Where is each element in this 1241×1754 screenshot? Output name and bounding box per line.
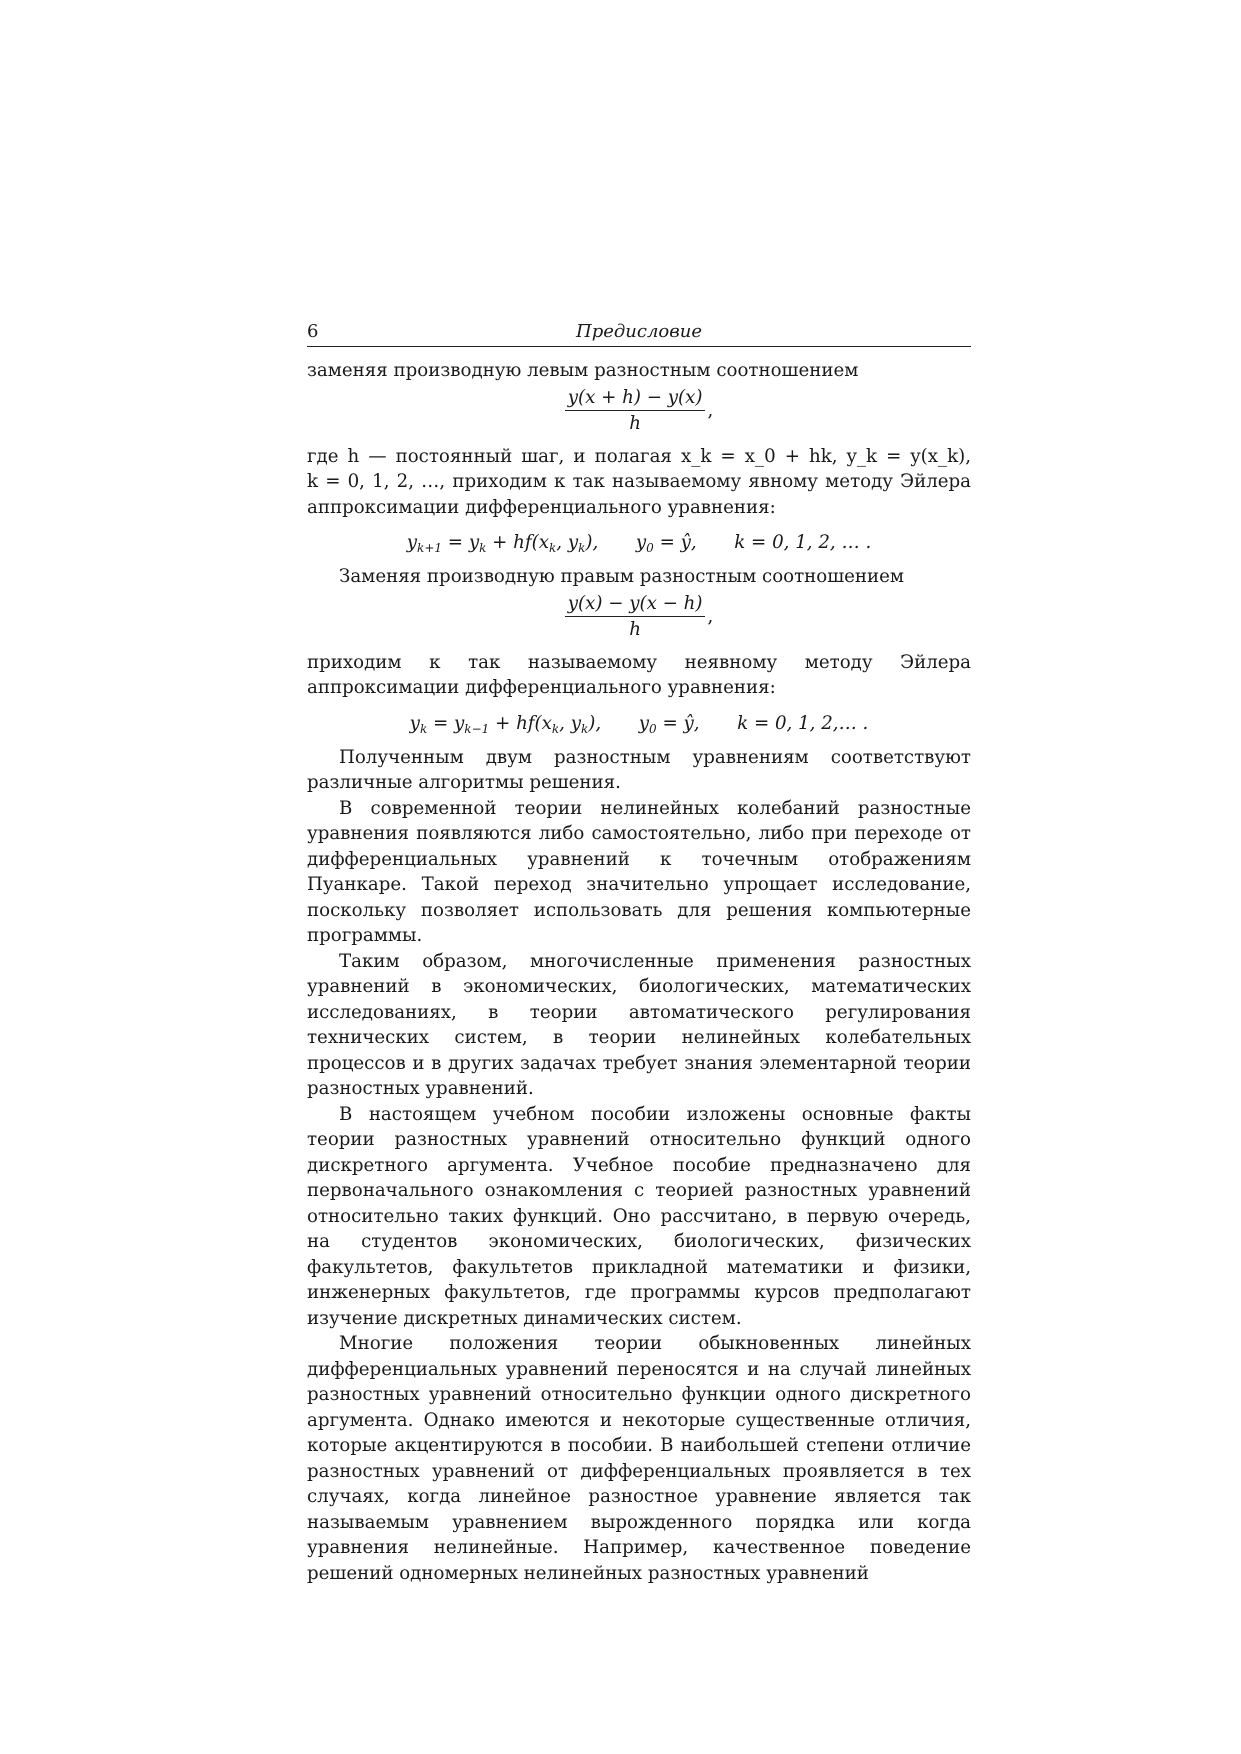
running-title: Предисловие — [576, 321, 702, 342]
fraction-denominator: h — [629, 618, 641, 640]
paragraph-4: приходим к так называемому неявному методу Эйлера аппроксимации дифференциального уравнения: — [307, 651, 971, 698]
paragraph-2-line-2: k = 0, 1, 2, …, приходим к так называемому явному методу Эйлера — [307, 471, 971, 492]
paragraph-3: Заменяя производную правым разностным соотношением — [339, 566, 905, 587]
paragraph-2 — [307, 444, 971, 521]
paragraph-2-line-3: аппроксимации дифференциального уравнения: — [307, 496, 776, 518]
paragraph-5: Полученным двум разностным уравнениям соответствуют различные алгоритмы решения. — [307, 746, 971, 793]
paragraph-8: В настоящем учебном пособии изложены основные факты теории разностных уравнений относительно функций одного дискретного аргумента. Учебное пособие предназначено для первоначального ознакомления с теорией разностных уравнений относительно таких функций. Оно рассчитано, в первую очередь, на студентов экономических, биологических, физических факультетов, факультетов прикладной математики и физики, инженерных факультетов, где программы курсов предполагают изучение дискретных динамических систем. — [307, 1103, 971, 1329]
paragraph-7: Таким образом, многочисленные применения разностных уравнений в экономических, биологических, математических исследованиях, в теории автоматического регулирования технических систем, в теории нелинейных колебательных процессов и в других задачах требует знания элементарной теории разностных уравнений. — [307, 950, 971, 1099]
paragraph-1: заменяя производную левым разностным соотношением — [307, 360, 859, 381]
paragraph-9: Многие положения теории обыкновенных линейных дифференциальных уравнений переносятся и на случай линейных разностных уравнений относительно функции одного дискретного аргумента. Однако имеются и некоторые существенные отличия, которые акцентируются в пособии. В наибольшей степени отличие разностных уравнений от дифференциальных проявляется в тех случаях, когда линейное разностное уравнение является так называемым уравнением вырожденного порядка или когда уравнения нелинейные. Например, качественное поведение решений одномерных нелинейных разностных уравнений — [307, 1333, 971, 1584]
fraction-numerator: y(x) − y(x − h) — [565, 592, 706, 617]
implicit-euler-equation: $y_k = y_{k-1} + hf(x_k$, $y_k$), $y_0$ = ŷ, k = 0, 1, 2,… . — [409, 712, 869, 736]
page-number: 6 — [307, 321, 319, 342]
body-text — [307, 358, 971, 1586]
running-header — [307, 318, 971, 347]
explicit-euler-equation: $y_{k+1} = y_k + hf(x_k$, $y_k$), $y_0$ = ŷ, k = 0, 1, 2, … . — [406, 532, 872, 555]
paragraph-2-line-1: где h — постоянный шаг, и полагая x_k = x_0 + hk, y_k = y(x_k), — [307, 445, 971, 467]
fraction-numerator: y(x + h) − y(x) — [565, 386, 706, 411]
left-difference-fraction: $\frac{y(x + h) - y(x)}{h}$ , — [307, 386, 971, 442]
fraction-denominator: h — [629, 412, 641, 434]
right-difference-fraction: $\frac{y(x) - y(x - h)}{h}$ , — [307, 592, 971, 648]
book-page — [307, 318, 971, 1586]
paragraph-6: В современной теории нелинейных колебаний разностные уравнения появляются либо самостоятельно, либо при переходе от дифференциальных уравнений к точечным отображениям Пуанкаре. Такой переход значительно упрощает исследование, поскольку позволяет использовать для решения компьютерные программы. — [307, 797, 971, 946]
